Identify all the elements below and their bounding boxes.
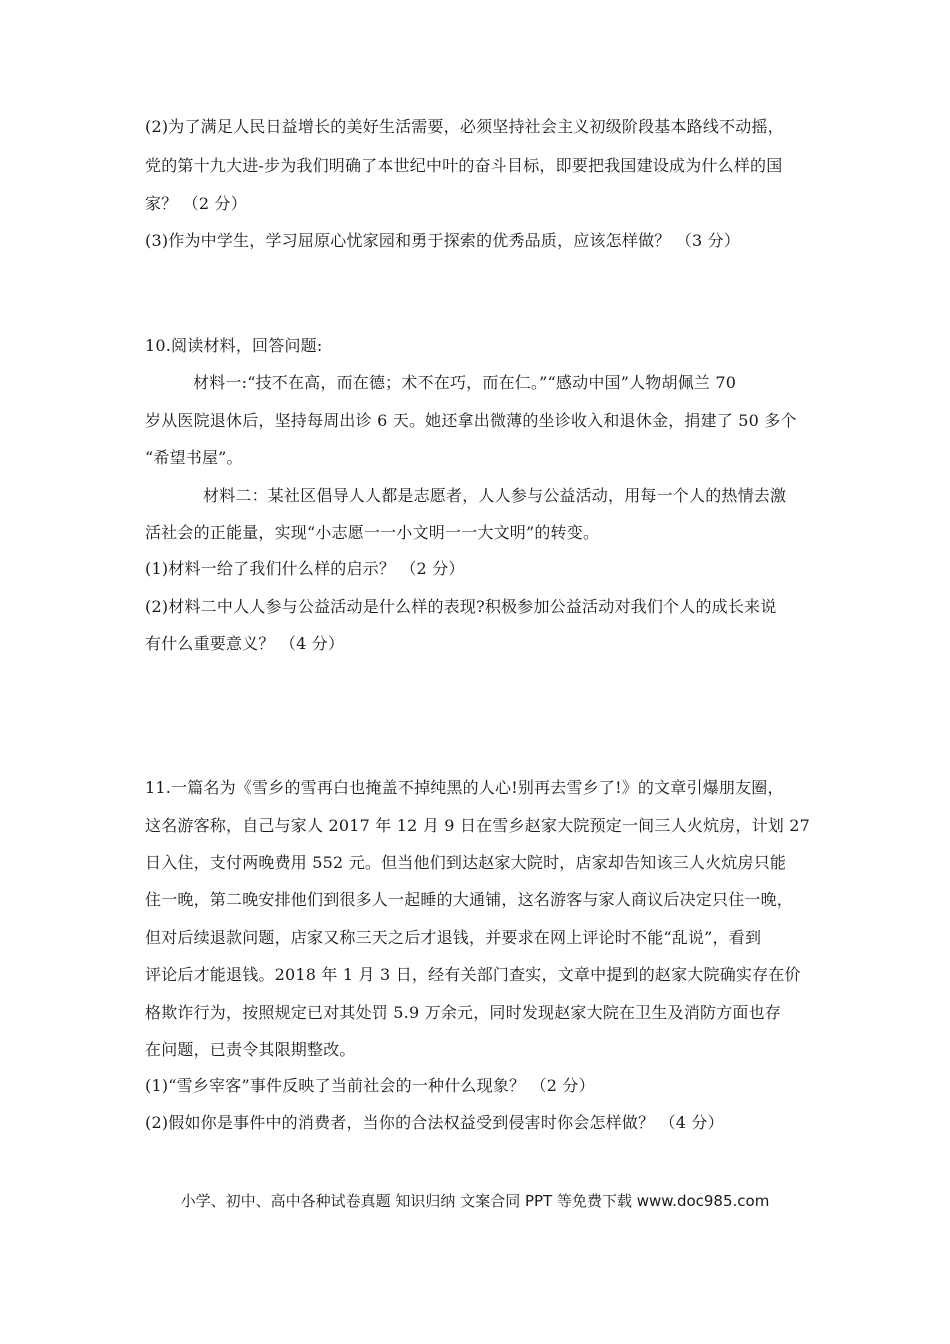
q10-material1-line2: 岁从医院退休后，坚持每周出诊 6 天。她还拿出微薄的坐诊收入和退休金，捐建了 50 多个 xyxy=(145,411,797,430)
q10-material1-line1: 材料一:“技不在高，而在德；术不在巧，而在仁。”“感动中国”人物胡佩兰 70 xyxy=(193,373,737,392)
q10-part2-line1: (2)材料二中人人参与公益活动是什么样的表现?积极参加公益活动对我们个人的成长来说 xyxy=(145,597,777,616)
q10-part2-line2: 有什么重要意义？ （4 分） xyxy=(145,634,345,653)
q11-line1: 11.一篇名为《雪乡的雪再白也掩盖不掉纯黑的人心!别再去雪乡了!》的文章引爆朋友圈， xyxy=(145,778,784,797)
q10-heading: 10.阅读材料，回答问题: xyxy=(145,336,323,355)
q11-line3: 日入住，支付两晚费用 552 元。但当他们到达赵家大院时，店家却告知该三人火炕房只能 xyxy=(145,853,787,872)
q11-line2: 这名游客称，自己与家人 2017 年 12 月 9 日在雪乡赵家大院预定一间三人火炕房，计划 27 xyxy=(145,816,811,835)
q11-line6: 评论后才能退钱。2018 年 1 月 3 日，经有关部门查实，文章中提到的赵家大院确实存在价 xyxy=(145,965,801,984)
q11-part2-line1: (2)假如你是事件中的消费者，当你的合法权益受到侵害时你会怎样做？ （4 分） xyxy=(145,1113,724,1132)
q11-part1-line1: (1)“雪乡宰客”事件反映了当前社会的一种什么现象？ （2 分） xyxy=(145,1076,595,1095)
q11-line8: 在问题，已责令其限期整改。 xyxy=(145,1040,356,1059)
q9-part2-line3: 家？ （2 分） xyxy=(145,194,247,213)
q11-line5: 但对后续退款问题，店家又称三天之后才退钱，并要求在网上评论时不能“乱说”，看到 xyxy=(145,928,762,947)
q9-part2-line1: (2)为了满足人民日益增长的美好生活需要，必须坚持社会主义初级阶段基本路线不动摇， xyxy=(145,117,784,136)
q10-material2-line1: 材料二：某社区倡导人人都是志愿者，人人参与公益活动，用每一个人的热情去激 xyxy=(203,486,787,505)
q9-part2-line2: 党的第十九大进-步为我们明确了本世纪中叶的奋斗目标，即要把我国建设成为什么样的国 xyxy=(145,156,783,175)
q9-part3-line1: (3)作为中学生，学习屈原心忧家园和勇于探索的优秀品质，应该怎样做？ （3 分） xyxy=(145,231,741,250)
q11-line7: 格欺诈行为，按照规定已对其处罚 5.9 万余元，同时发现赵家大院在卫生及消防方面也存 xyxy=(145,1003,782,1022)
q10-part1-line1: (1)材料一给了我们什么样的启示？ （2 分） xyxy=(145,559,465,578)
q11-line4: 住一晚，第二晚安排他们到很多人一起睡的大通铺，这名游客与家人商议后决定只住一晚， xyxy=(145,890,794,909)
page-footer: 小学、初中、高中各种试卷真题 知识归纳 文案合同 PPT 等免费下载 www.doc985.com xyxy=(180,1192,770,1210)
q10-material1-line3: “希望书屋”。 xyxy=(145,448,243,467)
q10-material2-line2: 活社会的正能量，实现“小志愿一一小文明一一大文明”的转变。 xyxy=(145,523,600,542)
